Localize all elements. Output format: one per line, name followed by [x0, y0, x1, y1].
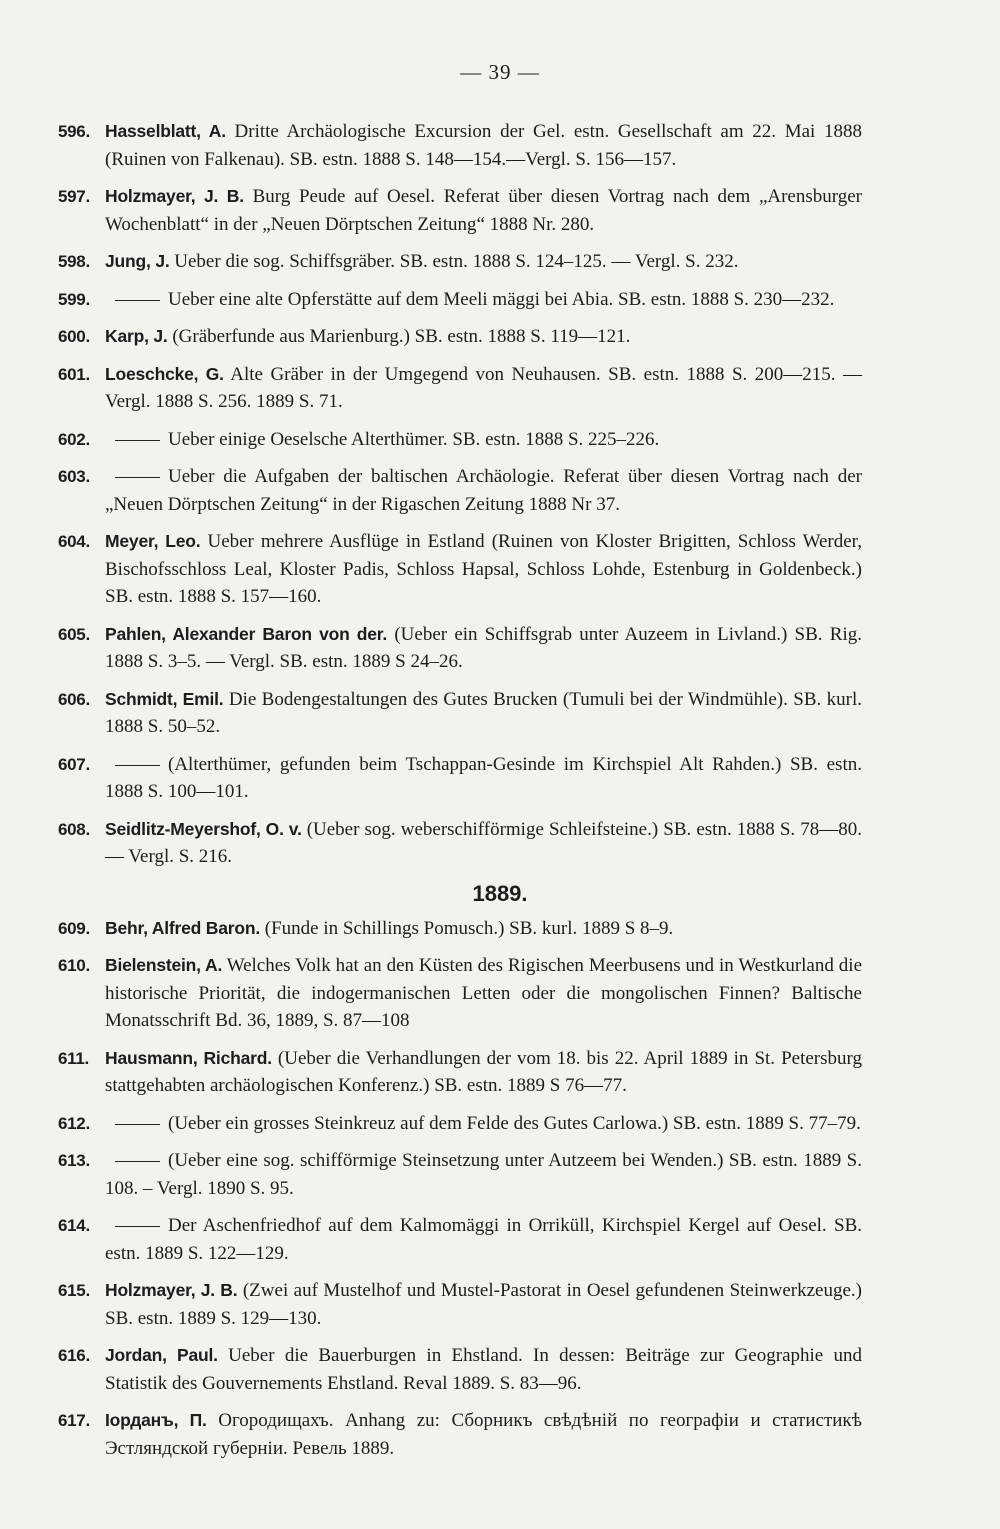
entry-number: 608.	[58, 819, 90, 839]
entry-number: 606.	[58, 689, 90, 709]
year-heading: 1889.	[472, 880, 528, 906]
entry-number: 616.	[58, 1346, 90, 1365]
bibliography-entry	[0, 686, 1000, 741]
entry-author: Jordan, Paul.	[105, 1345, 218, 1365]
entry-text: Ueber die Bauerburgen in Ehstland. In dessen: Beiträge zur Geographie und Statistik des Gouvernements Ehstland. Reval 1889. S. 83—96.	[105, 1345, 863, 1394]
entry-number: 607.	[58, 754, 90, 774]
entry-body	[105, 1212, 862, 1267]
bibliography-entry	[0, 1407, 1000, 1462]
entry-author: Holzmayer, J. B.	[105, 186, 244, 206]
entry-body	[105, 1045, 862, 1100]
entry-body	[105, 1342, 862, 1397]
entries-group-1889	[0, 915, 1000, 1463]
bibliography-list	[0, 118, 1000, 1472]
entry-text: (Ueber sog. weberschifförmige Schleifsteine.) SB. estn. 1888 S. 78—80. — Vergl. S. 216.	[105, 818, 862, 867]
bibliography-entry	[0, 286, 1000, 314]
entry-author: Loeschcke, G.	[105, 363, 224, 384]
bibliography-entry	[0, 751, 1000, 806]
entry-body	[105, 952, 862, 1035]
entry-text: (Ueber ein Schiffsgrab unter Auzeem in Livland.) SB. Rig. 1888 S. 3–5. — Vergl. SB. estn. 1889 S 24–26.	[105, 623, 863, 672]
entry-body	[105, 1277, 862, 1332]
entry-body	[105, 183, 862, 238]
bibliography-entry	[0, 816, 1000, 871]
entry-text: (Gräberfunde aus Marienburg.) SB. estn. 1888 S. 119—121.	[172, 326, 631, 347]
bibliography-entry	[0, 323, 1000, 351]
entry-number: 610.	[58, 956, 90, 975]
entry-number: 598.	[58, 252, 90, 271]
entry-text: (Zwei auf Mustelhof und Mustel-Pastorat in Oesel gefundenen Steinwerkzeuge.) SB. estn. 1889 S. 129—130.	[105, 1280, 863, 1329]
entry-body	[105, 686, 862, 741]
entry-text: Ueber mehrere Ausflüge in Estland (Ruinen von Kloster Brigitten, Schloss Werder, Bischofsschloss Leal, Kloster Padis, Schloss Hapsal, Schloss Lohde, Estenburg in Goldenbeck.) SB. estn. 1888 S. 157—160.	[105, 531, 862, 607]
bibliography-entry	[0, 1147, 1000, 1202]
entry-text: Ueber die Aufgaben der baltischen Archäologie. Referat über diesen Vortrag nach der „Neuen Dörptschen Zeitung“ in der Rigaschen Zeitung 1888 Nr 37.	[105, 466, 862, 515]
entry-author: Schmidt, Emil.	[105, 688, 224, 709]
entry-number: 601.	[58, 364, 90, 384]
bibliography-entry	[0, 915, 1000, 943]
bibliography-entry	[0, 1045, 1000, 1100]
entry-body	[105, 1407, 862, 1462]
entry-body	[105, 528, 862, 611]
entry-body	[105, 751, 862, 806]
entry-body	[105, 118, 862, 173]
entry-text: (Ueber ein grosses Steinkreuz auf dem Felde des Gutes Carlowa.) SB. estn. 1889 S. 77–79.	[168, 1112, 861, 1134]
entry-author: Holzmayer, J. B.	[105, 1280, 238, 1300]
ditto-dash	[115, 1226, 160, 1227]
entry-number: 609.	[58, 918, 90, 938]
entry-author: Seidlitz-Meyershof, O. v.	[105, 818, 302, 839]
ditto-dash	[115, 1124, 160, 1125]
bibliography-entry	[0, 1277, 1000, 1332]
bibliography-entry	[0, 1342, 1000, 1397]
bibliography-entry	[0, 528, 1000, 611]
bibliography-entry	[0, 1212, 1000, 1267]
entry-text: Dritte Archäologische Excursion der Gel. estn. Gesellschaft am 22. Mai 1888 (Ruinen von Falkenau). SB. estn. 1888 S. 148—154.—Vergl. S. 156—157.	[105, 121, 862, 170]
entry-number: 613.	[58, 1151, 90, 1170]
entry-text: Огородищахъ. Anhang zu: Сборникъ свѣдѣній по географіи и статистикѣ Эстляндской губерніи. Ревель 1889.	[105, 1410, 862, 1459]
entry-text: (Ueber die Verhandlungen der vom 18. bis 22. April 1889 in St. Petersburg stattgehabten archäologischen Konferenz.) SB. estn. 1889 S 76—77.	[105, 1047, 862, 1096]
entry-body	[105, 915, 862, 943]
entry-body	[105, 463, 862, 518]
bibliography-entry	[0, 426, 1000, 454]
ditto-dash	[115, 765, 160, 766]
bibliography-entry	[0, 1110, 1000, 1138]
ditto-dash	[115, 1161, 160, 1162]
bibliography-entry	[0, 952, 1000, 1035]
entry-body	[105, 361, 862, 416]
entry-number: 596.	[58, 122, 90, 141]
ditto-dash	[115, 440, 160, 441]
entry-body	[105, 1147, 862, 1202]
entry-number: 604.	[58, 532, 90, 551]
entry-author: Hausmann, Richard.	[105, 1047, 272, 1068]
bibliography-entry	[0, 118, 1000, 173]
entry-body	[105, 426, 862, 454]
entry-number: 602.	[58, 429, 90, 449]
entry-number: 612.	[58, 1113, 90, 1133]
entry-text: Der Aschenfriedhof auf dem Kalmomäggi in Orriküll, Kirchspiel Kergel auf Oesel. SB. estn. 1889 S. 122—129.	[105, 1215, 862, 1264]
entry-body	[105, 323, 862, 351]
entry-text: Alte Gräber in der Umgegend von Neuhausen. SB. estn. 1888 S. 200—215. — Vergl. 1888 S. 256. 1889 S. 71.	[105, 363, 862, 412]
entry-number: 605.	[58, 624, 90, 644]
entry-author: Behr, Alfred Baron.	[105, 917, 261, 938]
entry-text: Ueber die sog. Schiffsgräber. SB. estn. 1888 S. 124–125. — Vergl. S. 232.	[174, 251, 739, 272]
ditto-dash	[115, 300, 160, 301]
entry-author: Pahlen, Alexander Baron von der.	[105, 623, 388, 644]
entry-author: Hasselblatt, A.	[105, 121, 226, 141]
bibliography-entry	[0, 183, 1000, 238]
entry-author: Meyer, Leo.	[105, 531, 201, 551]
entry-author: Bielenstein, A.	[105, 955, 223, 975]
bibliography-entry	[0, 361, 1000, 416]
entry-text: (Alterthümer, gefunden beim Tschappan-Gesinde im Kirchspiel Alt Rahden.) SB. estn. 1888 S. 100—101.	[105, 753, 862, 802]
bibliography-entry	[0, 463, 1000, 518]
bibliography-entry	[0, 621, 1000, 676]
entry-text: Welches Volk hat an den Küsten des Rigischen Meerbusens und in Westkurland die historische Priorität, die indogermanischen Letten oder die mongolischen Finnen? Baltische Monatsschrift Bd. 36, 1889, S. 87—108	[105, 955, 862, 1031]
entry-number: 614.	[58, 1216, 90, 1235]
entry-author: Karp, J.	[105, 326, 168, 346]
entry-body	[105, 286, 862, 314]
entry-body	[105, 816, 862, 871]
entry-number: 611.	[58, 1048, 89, 1068]
entry-body	[105, 621, 862, 676]
entry-body	[105, 248, 862, 276]
entry-text: (Funde in Schillings Pomusch.) SB. kurl. 1889 S 8–9.	[264, 917, 674, 939]
bibliography-entry	[0, 248, 1000, 276]
entries-group-1888	[0, 118, 1000, 871]
entry-text: Ueber einige Oeselsche Alterthümer. SB. estn. 1888 S. 225–226.	[168, 428, 660, 450]
ditto-dash	[115, 477, 160, 478]
entry-number: 599.	[58, 289, 90, 309]
entry-number: 597.	[58, 187, 90, 206]
entry-author: Jung, J.	[105, 251, 170, 271]
entry-text: Burg Peude auf Oesel. Referat über diesen Vortrag nach dem „Arensburger Wochenblatt“ in der „Neuen Dörptschen Zeitung“ 1888 Nr. 280.	[105, 186, 862, 235]
entry-number: 615.	[58, 1281, 90, 1300]
entry-author: Іорданъ, П.	[105, 1410, 207, 1430]
page-number: — 39 —	[460, 60, 540, 84]
entry-number: 603.	[58, 467, 90, 486]
entry-number: 617.	[58, 1411, 90, 1430]
entry-number: 600.	[58, 327, 90, 346]
entry-text: Ueber eine alte Opferstätte auf dem Meeli mäggi bei Abia. SB. estn. 1888 S. 230—232.	[168, 288, 835, 310]
entry-text: (Ueber eine sog. schifförmige Steinsetzung unter Autzeem bei Wenden.) SB. estn. 1889 S. 108. – Vergl. 1890 S. 95.	[105, 1150, 862, 1199]
entry-text: Die Bodengestaltungen des Gutes Brucken (Tumuli bei der Windmühle). SB. kurl. 1888 S. 50–52.	[105, 688, 863, 737]
entry-body	[105, 1110, 862, 1138]
